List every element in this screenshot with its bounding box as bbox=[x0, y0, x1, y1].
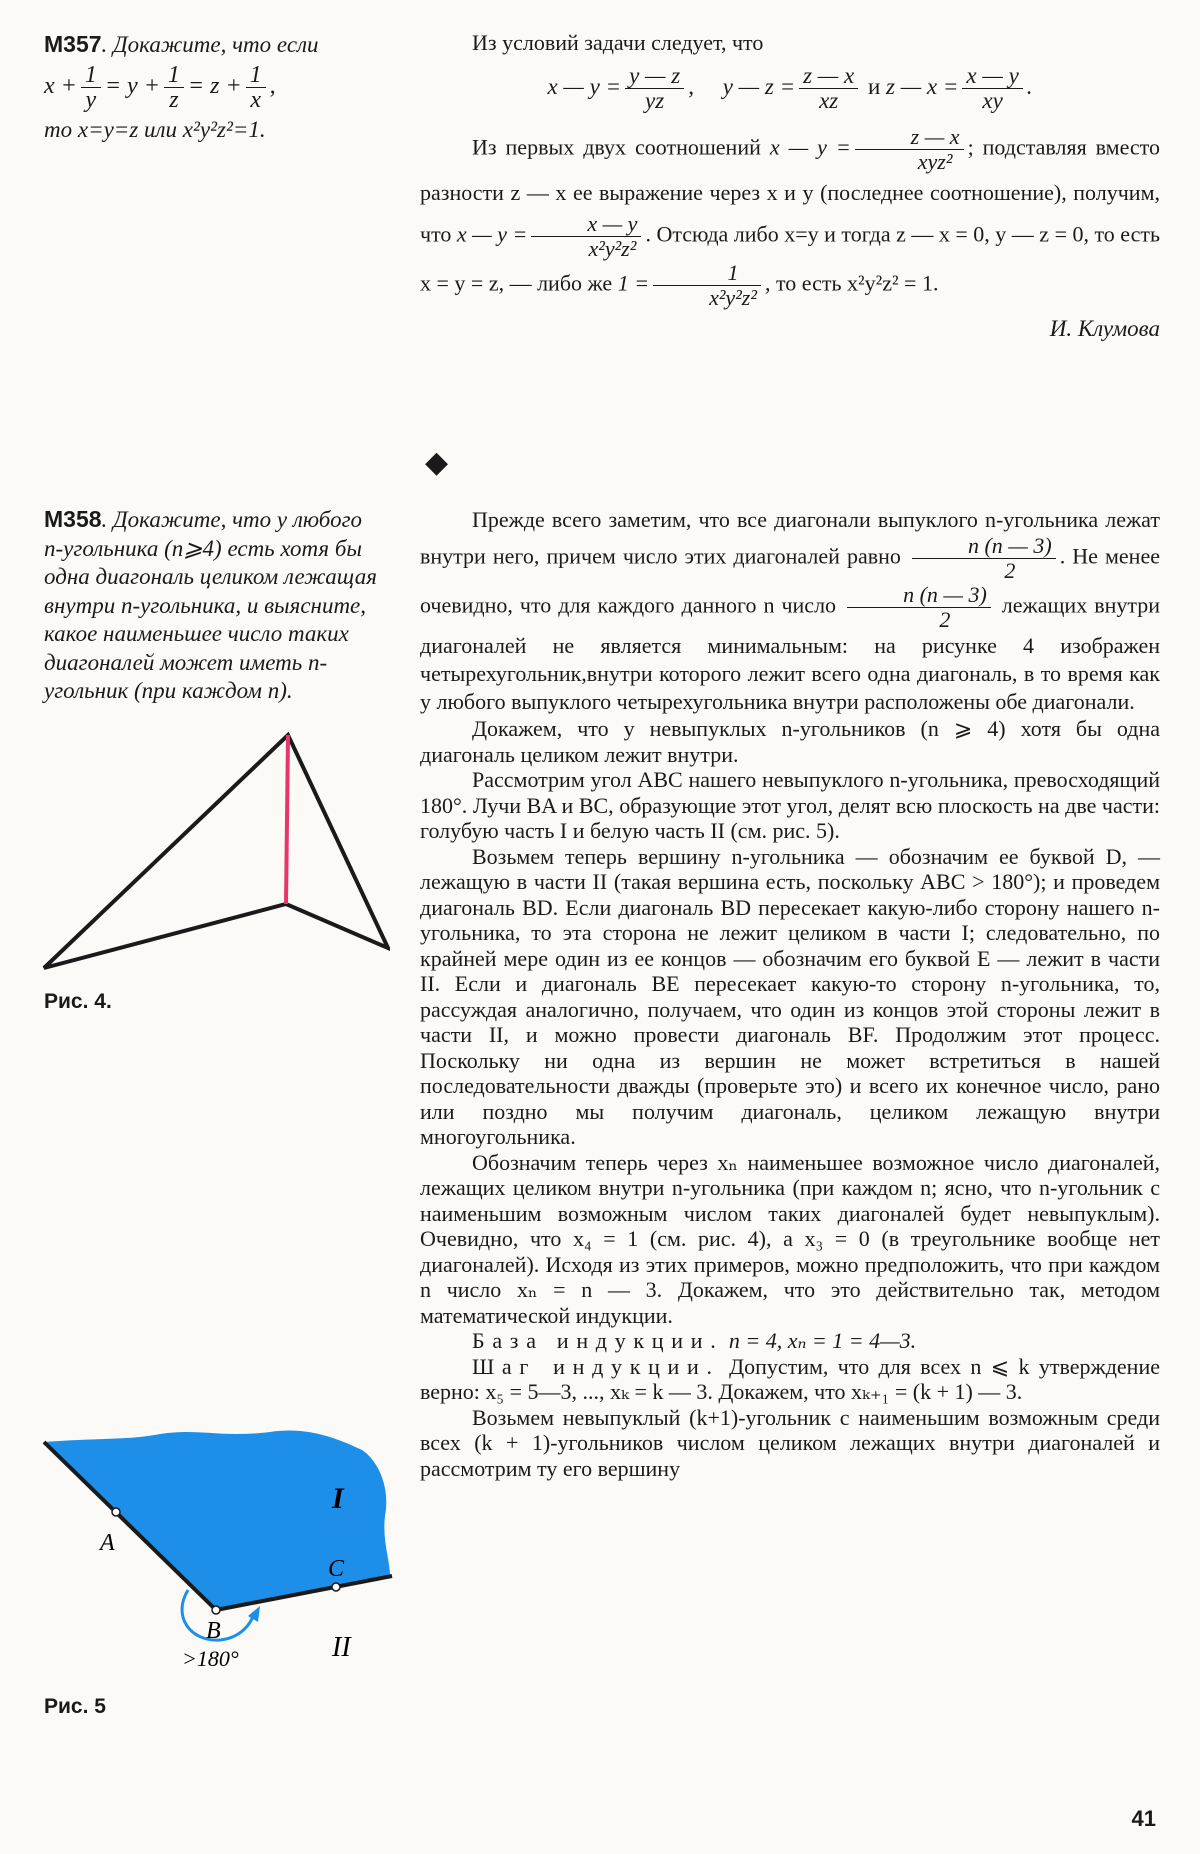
label-B: B bbox=[206, 1618, 221, 1644]
author: И. Клумова bbox=[1049, 315, 1160, 341]
figure-4-caption: Рис. 4. bbox=[44, 990, 112, 1013]
point-B bbox=[212, 1606, 220, 1614]
quadrilateral bbox=[44, 735, 388, 968]
figure-5-caption: Рис. 5 bbox=[44, 1695, 106, 1718]
label-C: C bbox=[328, 1556, 345, 1582]
figure-4 bbox=[40, 730, 390, 980]
equations-row: x — y = $\frac{y — z}{yz}$ , y — z = $\frac{z — x}{xz}$ и z — x = $\frac{x — y}{xy}$ . bbox=[547, 62, 1033, 113]
page-number: 41 bbox=[1131, 1806, 1156, 1831]
induction-step: Шаг индукции. Допустим, что для всех n ⩽ k утверждение верно: x₅ = 5—3, ..., xₖ = k — 3. Докажем, что xₖ₊₁ = (k + 1) — 3. bbox=[420, 1353, 1160, 1404]
point-C bbox=[332, 1583, 340, 1591]
m357-condition: x + $\frac{1}{y}$ = y + $\frac{1}{z}$ = z + $\frac{1}{x}$ , bbox=[44, 62, 276, 113]
m357-solution: Из условий задачи следует, что x — y = $\frac{y — z}{yz}$ , y — z = $\frac{z — x}{xz}$ и z — x = $\frac{x — y}{xy}$ . Из первых двух соотношений x — y = $\frac{z — x}{\text{xyz²}}$ ; подставляя вместо разности z — x ее выражение через x и y (последнее соотношение), получим, что x — y = $\frac{x — y}{\text{x²y²z²}}$ . Отсюда либо x=y и тогда z — x = 0, y — z = 0, то есть x = y = z, — либо же 1 = $\frac{1}{\text{x²y²z²}}$ , то есть x²y²z² = 1. И. Клумова bbox=[420, 30, 1161, 341]
paragraph: Обозначим теперь через xₙ наименьшее возможное число диагоналей, лежащих целиком внутри n-угольника (при каждом n; ясно, что n-угольник с наименьшим возможным числом таких диагоналей будет невыпуклым). Очевидно, что x₄ = 1 (см. рис. 4), а x₃ = 0 (в треугольнике вообще нет диагоналей). Исходя из этих примеров, можно предположить, что при каждом n число xₙ = n — 3. Докажем, что это действительно так, методом математической индукции. bbox=[420, 1149, 1160, 1328]
paragraph: Возьмем невыпуклый (k+1)-угольник с наименьшим возможным среди всех (k + 1)-угольников числом целиком лежащих внутри диагоналей и рассмотрим ту его вершину bbox=[420, 1404, 1160, 1481]
m357-statement: M357. Докажите, что если x + $\frac{1}{y}$ = y + $\frac{1}{z}$ = z + $\frac{1}{x}$ , то x=y=z или x²y²z²=1. bbox=[44, 30, 384, 144]
solution-intro: Из условий задачи следует, что bbox=[472, 30, 764, 55]
angle-arrow-icon bbox=[248, 1606, 260, 1622]
m358-solution: Прежде всего заметим, что все диагонали выпуклого n-угольника лежат внутри него, причем число этих диагоналей равно $\frac{n (n — 3)}{2}$ . Не менее очевидно, что для каждого данного n число $\frac{n (n — 3)}{2}$ лежащих внутри диагоналей не является минимальным: на рисунке 4 изображен четырехугольник,внутри которого лежит всего одна диагональ, в то время как у любого выпуклого четырехугольника внутри расположены обе диагонали. Докажем, что у невыпуклых n-угольников (n ⩾ 4) хотя бы одна диагональ целиком лежит внутри. Рассмотрим угол ABC нашего невыпуклого n-угольника, превосходящий 180°. Лучи BA и BC, образующие этот угол, делят всю плоскость на две части: голубую часть I и белую часть II (см. рис. 5). Возьмем теперь вершину n-угольника — обозначим ее буквой D, — лежащую в части II (такая вершина есть, поскольку ABC > 180°); и проведем диагональ BD. Если диагональ BD пересекает какую-либо сторону нашего n-угольника, то эта сторона не лежит целиком в части I; следовательно, по крайней мере один из ее концов — обозначим его буквой E — лежит в части II. Если и диагональ BE пересекает какую-то сторону n-угольника, то, рассуждая аналогично, получаем, что один из концов этой стороны лежит в части II, и можно провести диагональ BF. Продолжим этот процесс. Поскольку ни одна из вершин не может встретиться в нашей последовательности дважды (проверьте это) и всего их конечное число, рано или поздно мы получим диагональ, целиком лежащую внутри многоугольника. Обозначим теперь через xₙ наименьшее возможное число диагоналей, лежащих целиком внутри n-угольника (при каждом n; ясно, что n-угольник с наименьшим возможным числом таких диагоналей будет невыпуклым). Очевидно, что x₄ = 1 (см. рис. 4), а x₃ = 0 (в треугольнике вообще нет диагоналей). Исходя из этих примеров, можно предположить, что при каждом n число xₙ = n — 3. Докажем, что это действительно так, методом математической индукции. База индукции. n = 4, xₙ = 1 = 4—3. Шаг индукции. Допустим, что для всех n ⩽ k утверждение верно: x₅ = 5—3, ..., xₖ = k — 3. Докажем, что xₖ₊₁ = (k + 1) — 3. Возьмем невыпуклый (k+1)-угольник с наименьшим возможным среди всех (k + 1)-угольников числом целиком лежащих внутри диагоналей и рассмотрим ту его вершину bbox=[420, 507, 1161, 1481]
label-II: II bbox=[332, 1632, 351, 1663]
label-I: I bbox=[332, 1482, 344, 1515]
m358-statement: M358. Докажите, что у любого n-угольника (n⩾4) есть хотя бы одна диагональ целиком лежащая внутри n-угольника, и выясните, какое наименьшее число таких диагоналей может иметь n-угольник (при каждом n). bbox=[44, 506, 377, 703]
paragraph: Рассмотрим угол ABC нашего невыпуклого n-угольника, превосходящий 180°. Лучи BA и BC, образующие этот угол, делят всю плоскость на две части: голубую часть I и белую часть II (см. рис. 5). bbox=[420, 767, 1160, 843]
induction-base: База индукции. n = 4, xₙ = 1 = 4—3. bbox=[472, 1328, 917, 1353]
problem-number: M358 bbox=[44, 506, 102, 532]
angle-label: >180° bbox=[182, 1646, 239, 1670]
paragraph: Возьмем теперь вершину n-угольника — обозначим ее буквой D, — лежащую в части II (такая вершина есть, поскольку ABC > 180°); и проведем диагональ BD. Если диагональ BD пересекает какую-либо сторону нашего n-угольника, то эта сторона не лежит целиком в части I; следовательно, по крайней мере один из ее концов — обозначим его буквой E — лежит в части II. Если и диагональ BE пересекает какую-то сторону n-угольника, то, рассуждая аналогично, получаем, что один из концов этой стороны лежит в части II, и можно провести диагональ BF. Продолжим этот процесс. Поскольку ни одна из вершин не может встретиться в нашей последовательности дважды (проверьте это) и всего их конечное число, рано или поздно мы получим диагональ, целиком лежащую внутри многоугольника. bbox=[420, 843, 1160, 1149]
interior-diagonal bbox=[286, 735, 288, 904]
point-A bbox=[112, 1508, 120, 1516]
label-A: A bbox=[100, 1530, 115, 1556]
paragraph: Докажем, что у невыпуклых n-угольников (n ⩾ 4) хотя бы одна диагональ целиком лежит внутри. bbox=[420, 716, 1160, 767]
figure-5 bbox=[40, 1420, 400, 1670]
problem-number: M357 bbox=[44, 31, 102, 57]
separator-diamond-icon: ◆ bbox=[425, 446, 449, 479]
